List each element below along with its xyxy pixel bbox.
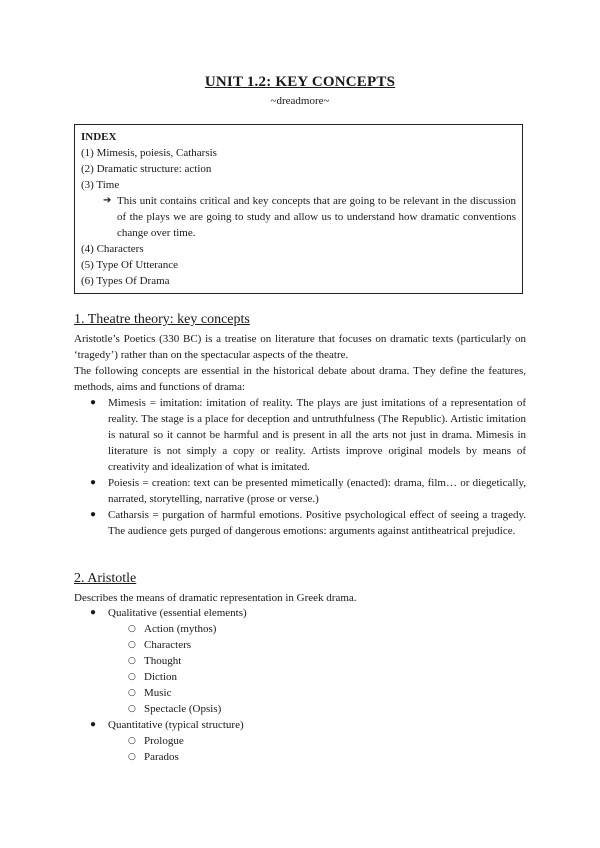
sub-item	[74, 733, 526, 765]
list-item-text: Poiesis = creation: text can be presented mimetically (enacted): drama, film… or diegetically, narrated, storytelling, narrative (prose or verse.)	[108, 477, 526, 505]
circle-icon: ○	[128, 752, 136, 762]
index-item: (6) Types Of Drama	[81, 275, 170, 287]
list-item-poiesis	[74, 475, 526, 507]
sub-item-text: Thought	[144, 655, 182, 667]
sub-item-diction	[74, 669, 526, 685]
index-item: (4) Characters	[81, 243, 144, 255]
sub-item-text: Parados	[144, 751, 179, 763]
circle-icon: ○	[128, 688, 136, 698]
circle-icon: ○	[128, 624, 136, 634]
circle-icon: ○	[128, 672, 136, 682]
list-item-qualitative	[74, 605, 526, 621]
list-item-text: Mimesis = imitation: imitation of reality. The plays are just imitations of a representation of reality. The stage is a place for deception and untruthfulness (The Republic). Artistic imitation is natural so it cannot be harmful and is present in all the arts not just in drama. Mimesis in literature is not simply a copy or reality. Artists improve original models by means of creativity and idealization of what is imitated.	[108, 397, 526, 473]
index-note-text: This unit contains critical and key concepts that are going to be relevant in the discussion of the plays we are going to study and allow us to understand how dramatic conventions change over time.	[117, 195, 516, 239]
section1-paragraph-2: The following concepts are essential in the historical debate about drama. They define the features, methods, aims and functions of drama:	[74, 365, 526, 393]
circle-icon: ○	[128, 640, 136, 650]
document-title: UNIT 1.2: KEY CONCEPTS	[204, 74, 396, 90]
aristotle-list-2	[74, 717, 526, 733]
sub-item-text: Music	[144, 687, 172, 699]
sub-item-music	[74, 685, 526, 701]
concepts-list	[74, 395, 526, 539]
section2-paragraph: Describes the means of dramatic representation in Greek drama.	[74, 592, 357, 604]
index-item: (1) Mimesis, poiesis, Catharsis	[81, 147, 217, 159]
bullet-icon: ●	[90, 477, 97, 488]
sub-item-prologue	[74, 733, 526, 749]
index-note	[81, 193, 516, 241]
document-author: ~dreadmore~	[270, 95, 330, 107]
index-heading: INDEX	[81, 131, 117, 143]
section-heading-theatre-theory: 1. Theatre theory: key concepts	[74, 312, 250, 327]
aristotle-list	[74, 605, 526, 621]
bullet-icon: ●	[90, 509, 97, 520]
circle-icon: ○	[128, 704, 136, 714]
sub-item-text: Characters	[144, 639, 192, 651]
sub-item-text: Spectacle (Opsis)	[144, 703, 222, 715]
sub-item-thought	[74, 653, 526, 669]
index-box	[74, 124, 523, 294]
index-item: (2) Dramatic structure: action	[81, 163, 212, 175]
sub-item-action	[74, 621, 526, 637]
circle-icon: ○	[128, 656, 136, 666]
section-heading-aristotle: 2. Aristotle	[74, 571, 137, 586]
bullet-icon: ●	[90, 397, 97, 408]
list-item-catharsis	[74, 507, 526, 539]
index-item: (3) Time	[81, 179, 120, 191]
sub-item	[74, 621, 526, 717]
sub-item-text: Prologue	[144, 735, 184, 747]
list-item-text: Catharsis = purgation of harmful emotions. Positive psychological effect of seeing a tragedy. The audience gets purged of dangerous emotions: arguments against antitheatrical prejudice.	[108, 509, 526, 537]
section1-paragraph-1: Aristotle’s Poetics (330 BC) is a treatise on literature that focuses on dramatic texts (particularly on ‘tragedy’) rather than on the spectacular aspects of the theatre.	[74, 333, 526, 361]
list-item-text: Qualitative (essential elements)	[108, 607, 247, 619]
arrow-icon: ➔	[103, 195, 112, 206]
sub-item-characters	[74, 637, 526, 653]
list-item-quantitative	[74, 717, 526, 733]
index-item: (5) Type Of Utterance	[81, 259, 179, 271]
sub-item-parados	[74, 749, 526, 765]
quantitative-sublist	[74, 733, 526, 765]
circle-icon: ○	[128, 736, 136, 746]
list-item-mimesis	[74, 395, 526, 475]
bullet-icon: ●	[90, 719, 97, 730]
list-item-text: Quantitative (typical structure)	[108, 719, 244, 731]
sub-item-text: Diction	[144, 671, 177, 683]
qualitative-sublist	[74, 621, 526, 717]
bullet-icon: ●	[90, 607, 97, 618]
sub-item-text: Action (mythos)	[144, 623, 217, 635]
sub-item-spectacle	[74, 701, 526, 717]
